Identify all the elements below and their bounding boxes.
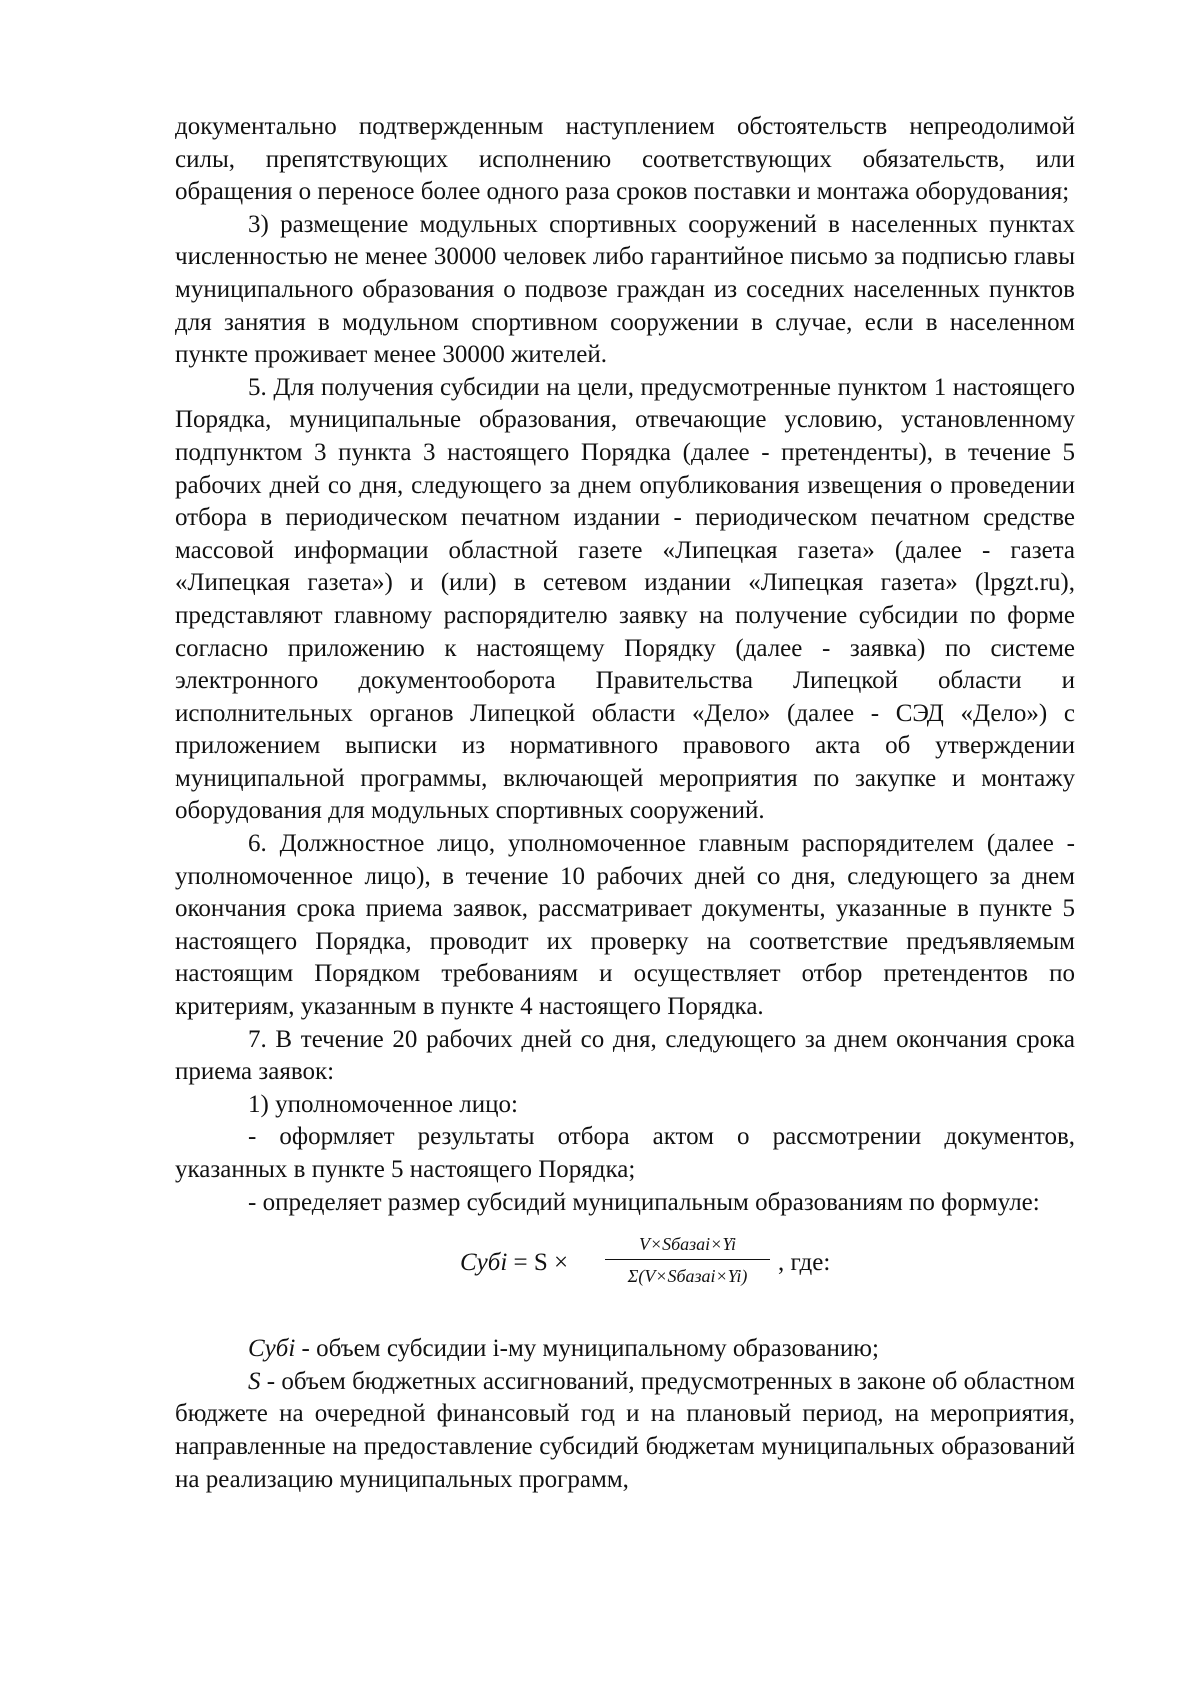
paragraph: 3) размещение модульных спортивных сооружений в населенных пунктах численностью не менее 30000 человек либо гарантийное письмо за подписью главы муниципального образования о подвозе граждан из соседних населенных пунктов для занятия в модульном спортивном сооружении в случае, если в населенном пункте проживает менее 30000 жителей. (175, 210, 1075, 369)
formula-denominator: Σ(V×Sбазаi×Yi) (627, 1266, 748, 1287)
paragraph: 7. В течение 20 рабочих дней со дня, следующего за днем окончания срока приема заявок: (175, 1025, 1075, 1086)
formula-lhs-term: Субi (460, 1249, 508, 1277)
paragraph: - оформляет результаты отбора актом о рассмотрении документов, указанных в пункте 5 настоящего Порядка; (175, 1123, 1075, 1183)
definition-s-term: S (248, 1367, 261, 1395)
formula-equals: = S × (507, 1249, 569, 1277)
paragraph: 5. Для получения субсидии на цели, предусмотренные пунктом 1 настоящего Порядка, муниципальные образования, отвечающие условию, установленному подпунктом 3 пункта 3 настоящего Порядка (далее - претенденты), в течение 5 рабочих дней со дня, следующего за днем опубликования извещения о проведении отбора в периодическом печатном издании - периодическом печатном средстве массовой информации областной газете «Липецкая газета» (далее - газета «Липецкая газета») и (или) в сетевом издании «Липецкая газета» (lpgzt.ru), представляют главному распорядителю заявку на получение субсидии по форме согласно приложению к настоящему Порядку (далее - заявка) по системе электронного документооборота Правительства Липецкой области и исполнительных органов Липецкой области «Дело» (далее - СЭД «Дело») с приложением выписки из нормативного правового акта об утверждении муниципальной программы, включающей мероприятия по закупке и монтажу оборудования для модульных спортивных сооружений. (175, 373, 1075, 825)
document-page (175, 111, 1075, 1496)
definition-sub-text: - объем субсидии i-му муниципальному образованию; (295, 1335, 879, 1363)
definition-s-text: - объем бюджетных ассигнований, предусмотренных в законе об областном бюджете на очередной финансовый год и на плановый период, на мероприятия, направленные на предоставление субсидий бюджетам муниципальных образований на реализацию муниципальных программ, (175, 1367, 1075, 1493)
paragraph: 1) уполномоченное лицо: (248, 1090, 518, 1118)
subsidy-formula (175, 1231, 1075, 1295)
definition-s (175, 1366, 1075, 1496)
definition-sub-term: Субi (248, 1335, 296, 1363)
definition-sub (175, 1333, 1075, 1366)
formula-lhs (460, 1247, 568, 1280)
paragraph: - определяет размер субсидий муниципальным образованиям по формуле: (248, 1188, 1040, 1216)
formula-numerator: V×Sбазаi×Yi (638, 1234, 737, 1255)
paragraph: документально подтвержденным наступлением обстоятельств непреодолимой силы, препятствующих исполнению соответствующих обязательств, или обращения о переносе более одного раза сроков поставки и монтажа оборудования; (175, 113, 1075, 206)
fraction-bar (605, 1259, 770, 1260)
formula-fraction (605, 1231, 770, 1289)
paragraph: 6. Должностное лицо, уполномоченное главным распорядителем (далее - уполномоченное лицо), в течение 10 рабочих дней со дня, следующего за днем окончания срока приема заявок, рассматривает документы, указанные в пункте 5 настоящего Порядка, проводит их проверку на соответствие предъявляемым настоящим Порядком требованиям и осуществляет отбор претендентов по критериям, указанным в пункте 4 настоящего Порядка. (175, 830, 1075, 1021)
document-body (175, 111, 1075, 1219)
formula-tail: , где: (778, 1249, 831, 1277)
